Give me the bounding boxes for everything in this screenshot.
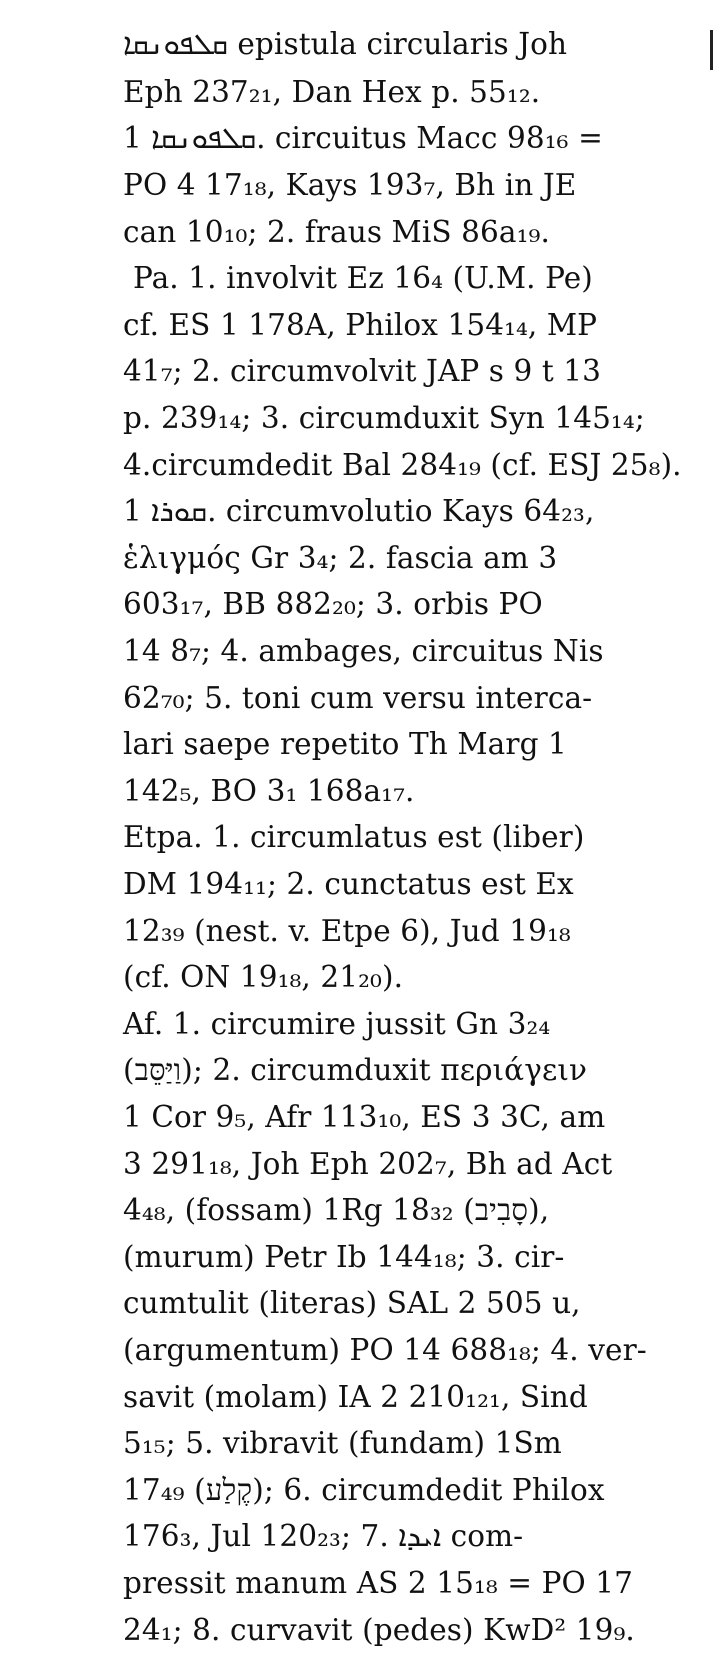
entry-line-text: (וַיַּסֵּב); 2. circumduxit περιάγειν bbox=[123, 1053, 588, 1087]
entry-line-text: 17₄₉ (קֶלַע); 6. circumdedit Philox bbox=[123, 1473, 605, 1507]
entry-line-text: 4₄₈, (fossam) 1Rg 18₃₂ (סָבִיב), bbox=[123, 1193, 550, 1227]
entry-line-text: ܩܘܪܐ 1. circumvolutio Kays 64₂₃, bbox=[123, 494, 595, 528]
entry-line bbox=[123, 1004, 713, 1044]
entry-line-text: PO 4 17₁₈, Kays 193₇, Bh in JE bbox=[123, 168, 577, 202]
entry-line bbox=[123, 957, 713, 997]
entry-line bbox=[123, 631, 713, 671]
entry-line-text: 12₃₉ (nest. v. Etpe 6), Jud 19₁₈ bbox=[123, 914, 571, 948]
entry-line bbox=[133, 258, 713, 298]
entry-line bbox=[123, 1563, 713, 1603]
entry-line bbox=[123, 678, 713, 718]
entry-line-text: lari saepe repetito Th Marg 1 bbox=[123, 727, 567, 761]
entry-line-text: cf. ES 1 178A, Philox 154₁₄, MP bbox=[123, 308, 598, 342]
entry-line bbox=[123, 118, 713, 158]
entry-line bbox=[123, 351, 713, 391]
entry-line bbox=[123, 212, 713, 252]
entry-line-text: ܩܠܦܘܢܩܐ epistula circularis Joh bbox=[123, 27, 568, 61]
entry-line bbox=[123, 1237, 713, 1277]
entry-line-text: Pa. 1. involvit Ez 16₄ (U.M. Pe) bbox=[133, 261, 593, 295]
entry-line bbox=[123, 1330, 713, 1370]
entry-line-text: 176₃, Jul 120₂₃; 7. ܐܝܕܐ com- bbox=[123, 1519, 524, 1553]
entry-line bbox=[123, 1470, 713, 1510]
entry-line-text: p. 239₁₄; 3. circumduxit Syn 145₁₄; bbox=[123, 401, 645, 435]
entry-line bbox=[123, 165, 713, 205]
entry-line-text: ܩܠܦܘܢܩܐ 1. circuitus Macc 98₁₆ = bbox=[123, 121, 603, 155]
entry-line bbox=[123, 72, 713, 112]
entry-line-text: 1 Cor 9₅, Afr 113₁₀, ES 3 3C, am bbox=[123, 1100, 606, 1134]
entry-line-text: savit (molam) IA 2 210₁₂₁, Sind bbox=[123, 1380, 588, 1414]
entry-line-text: (argumentum) PO 14 688₁₈; 4. ver- bbox=[123, 1333, 647, 1367]
entry-line-text: 5₁₅; 5. vibravit (fundam) 1Sm bbox=[123, 1426, 562, 1460]
entry-line-text: 3 291₁₈, Joh Eph 202₇, Bh ad Act bbox=[123, 1147, 613, 1181]
entry-line bbox=[123, 1516, 713, 1556]
entry-line bbox=[123, 584, 713, 624]
entry-line bbox=[123, 398, 713, 438]
entry-line bbox=[123, 911, 713, 951]
entry-line bbox=[123, 817, 713, 857]
entry-line-text: DM 194₁₁; 2. cunctatus est Ex bbox=[123, 867, 574, 901]
entry-line bbox=[123, 24, 713, 64]
entry-line-text: 62₇₀; 5. toni cum versu interca- bbox=[123, 681, 593, 715]
entry-line bbox=[123, 1283, 713, 1323]
entry-line-text: pressit manum AS 2 15₁₈ = PO 17 bbox=[123, 1566, 634, 1600]
entry-line bbox=[123, 1190, 713, 1230]
entry-line-text: Eph 237₂₁, Dan Hex p. 55₁₂. bbox=[123, 75, 541, 109]
entry-line-text: (murum) Petr Ib 144₁₈; 3. cir- bbox=[123, 1240, 565, 1274]
entry-line-text: can 10₁₀; 2. fraus MiS 86a₁₉. bbox=[123, 215, 550, 249]
entry-line-text: 24₁; 8. curvavit (pedes) KwD² 19₉. bbox=[123, 1613, 635, 1647]
entry-line bbox=[123, 445, 713, 485]
entry-line-text: 4.circumdedit Bal 284₁₉ (cf. ESJ 25₈). bbox=[123, 448, 682, 482]
entry-line bbox=[123, 1050, 713, 1090]
entry-line bbox=[123, 1423, 713, 1463]
entry-line bbox=[123, 1144, 713, 1184]
entry-line bbox=[123, 724, 713, 764]
entry-line bbox=[123, 305, 713, 345]
entry-line bbox=[123, 1610, 713, 1650]
entry-line-text: Etpa. 1. circumlatus est (liber) bbox=[123, 820, 585, 854]
entry-line bbox=[123, 538, 713, 578]
entry-line bbox=[123, 1377, 713, 1417]
entry-line bbox=[123, 1097, 713, 1137]
entry-line bbox=[123, 864, 713, 904]
entry-line-text: 142₅, BO 3₁ 168a₁₇. bbox=[123, 774, 415, 808]
entry-line bbox=[123, 491, 713, 531]
entry-line-text: 41₇; 2. circumvolvit JAP s 9 t 13 bbox=[123, 354, 602, 388]
entry-line bbox=[123, 771, 713, 811]
entry-line-text: Af. 1. circumire jussit Gn 3₂₄ bbox=[123, 1007, 551, 1041]
entry-line-text: (cf. ON 19₁₈, 21₂₀). bbox=[123, 960, 404, 994]
entry-line-text: cumtulit (literas) SAL 2 505 u, bbox=[123, 1286, 581, 1320]
entry-line-text: 14 8₇; 4. ambages, circuitus Nis bbox=[123, 634, 604, 668]
entry-line-text: ἑλιγμός Gr 3₄; 2. fascia am 3 bbox=[123, 541, 558, 575]
entry-line-text: 603₁₇, BB 882₂₀; 3. orbis PO bbox=[123, 587, 543, 621]
